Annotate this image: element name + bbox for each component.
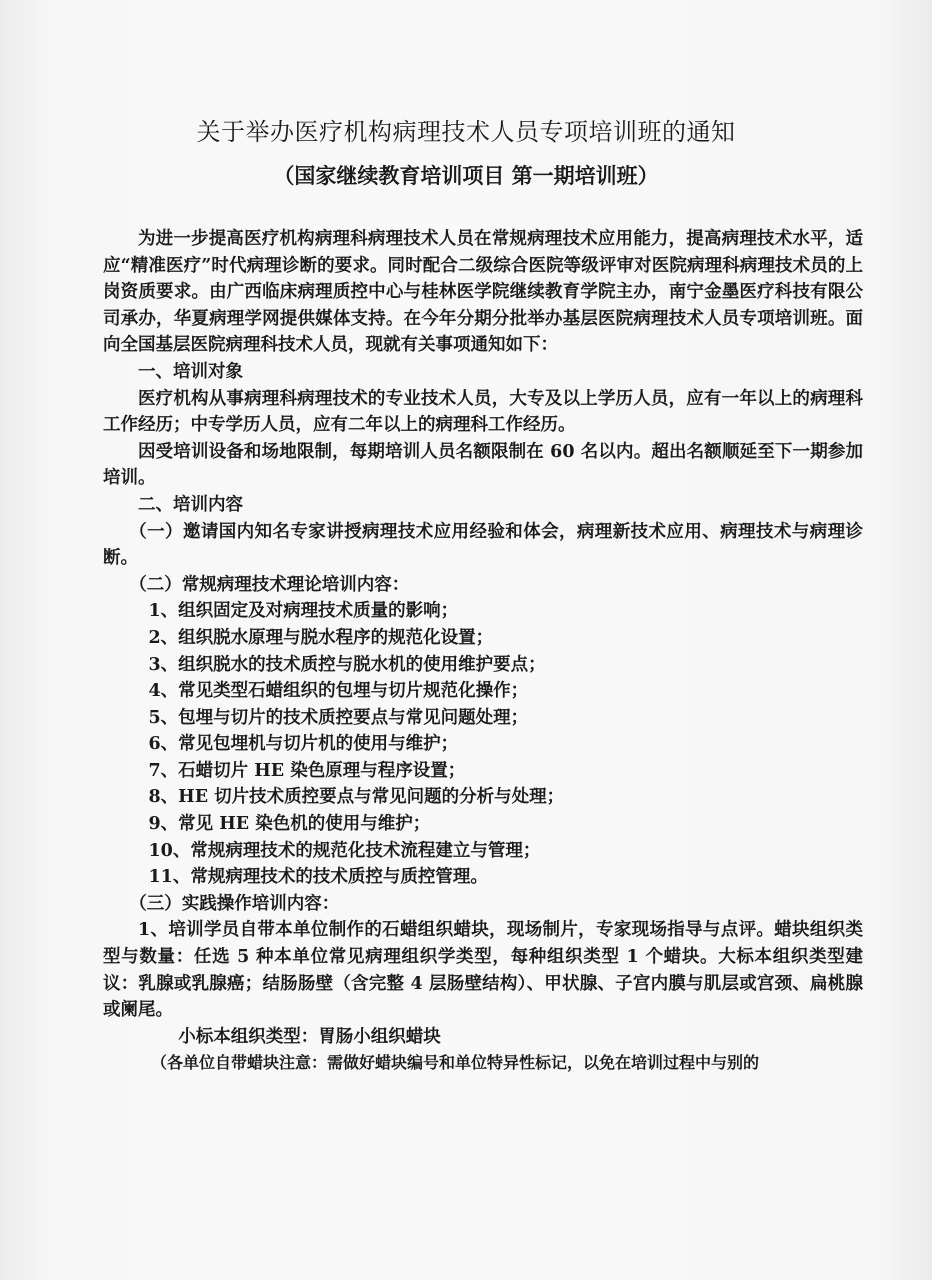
subsection2-heading: （二）常规病理技术理论培训内容： [129,574,410,595]
list-item: 9、常见 HE 染色机的使用与维护； [148,814,431,835]
intro-paragraph: 为进一步提高医疗机构病理科病理技术人员在常规病理技术应用能力，提高病理技术水平，适应“精准医疗”时代病理诊断的要求。同时配合二级综合医院等级评审对医院病理科病理技术员的上岗资质要求。由广西临床病理质控中心与桂林医学院继续教育学院主办，南宁金墨医疗科技有限公司承办，华夏病理学网提供媒体支持。在今年分期分批举办基层医院病理技术人员专项培训班。面向全国基层医院病理科技术人员，现就有关事项通知如下： [103,229,863,356]
list-item: 7、石蜡切片 HE 染色原理与程序设置； [148,760,466,781]
list-item: 8、HE 切片技术质控要点与常见问题的分析与处理； [148,787,565,808]
theory-items-list [103,598,863,891]
list-item: 11、常规病理技术的技术质控与质控管理。 [148,867,488,888]
document-body [103,226,863,1077]
section1-paragraph-2: 因受培训设备和场地限制，每期培训人员名额限制在 60 名以内。超出名额顺延至下一期参加培训。 [103,441,863,489]
section2-heading: 二、培训内容 [138,494,243,515]
list-item: 2、组织脱水原理与脱水程序的规范化设置； [148,627,494,648]
list-item: 1、组织固定及对病理技术质量的影响； [148,601,459,622]
practice-paragraph: 1、培训学员自带本单位制作的石蜡组织蜡块，现场制片，专家现场指导与点评。蜡块组织类型与数量：任选 5 种本单位常见病理组织学类型，每种组织类型 1 个蜡块。大标本组织类型建议：乳腺或乳腺癌；结肠肠壁（含完整 4 层肠壁结构）、甲状腺、子宫内膜与肌层或宫颈、扁桃腺或阑尾。 [103,920,863,1021]
subsection1-paragraph: （一）邀请国内知名专家讲授病理技术应用经验和体会，病理新技术应用、病理技术与病理诊断。 [103,521,863,569]
list-item: 3、组织脱水的技术质控与脱水机的使用维护要点； [148,654,546,675]
subsection3-heading: （三）实践操作培训内容： [129,893,340,914]
document-subtitle: （国家继续教育培训项目 第一期培训班） [273,163,659,188]
list-item: 4、常见类型石蜡组织的包埋与切片规范化操作； [148,681,529,702]
list-item: 10、常规病理技术的规范化技术流程建立与管理； [148,840,541,861]
document-title: 关于举办医疗机构病理技术人员专项培训班的通知 [196,118,736,146]
small-specimen-line: 小标本组织类型：胃肠小组织蜡块 [178,1026,441,1047]
section1-heading: 一、培训对象 [138,361,243,382]
specimen-note: （各单位自带蜡块注意：需做好蜡块编号和单位特异性标记，以免在培训过程中与别的 [151,1053,760,1073]
list-item: 5、包埋与切片的技术质控要点与常见问题处理； [148,707,529,728]
section1-paragraph-1: 医疗机构从事病理科病理技术的专业技术人员，大专及以上学历人员，应有一年以上的病理科工作经历；中专学历人员，应有二年以上的病理科工作经历。 [103,388,863,436]
list-item: 6、常见包埋机与切片机的使用与维护； [148,734,459,755]
